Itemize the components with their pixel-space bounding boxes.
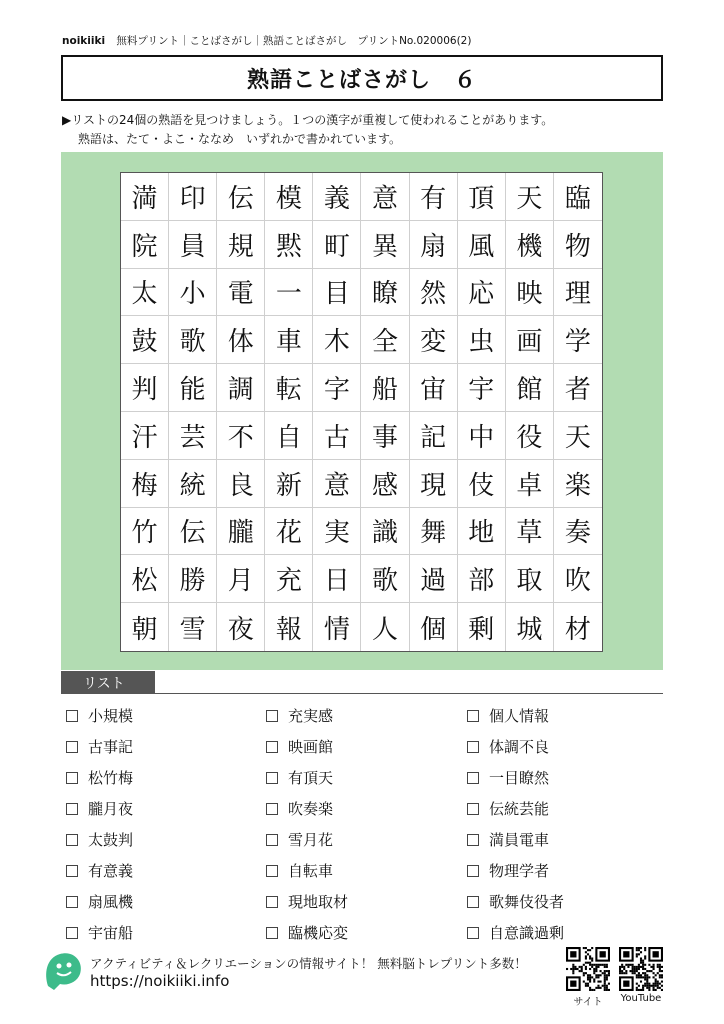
grid-cell: 統: [169, 460, 217, 508]
list-item-word: 太鼓判: [88, 831, 134, 849]
grid-cell: 館: [506, 364, 554, 412]
grid-cell: 日: [313, 555, 361, 603]
grid-cell: 伝: [217, 173, 265, 221]
checkbox[interactable]: [266, 834, 278, 846]
grid-cell: 転: [265, 364, 313, 412]
list-item-word: 体調不良: [489, 738, 550, 756]
page-title: 熟語ことばさがし ６: [61, 55, 663, 101]
grid-cell: 朧: [217, 508, 265, 556]
list-item: [266, 793, 348, 824]
grid-cell: 虫: [458, 316, 506, 364]
checkbox[interactable]: [467, 772, 479, 784]
qr-code-icon[interactable]: [619, 947, 663, 991]
checkbox[interactable]: [66, 741, 78, 753]
grid-cell: 良: [217, 460, 265, 508]
list-item-word: 自転車: [288, 862, 334, 880]
qr-youtube-label: YouTube: [620, 993, 662, 1004]
list-item: [467, 793, 564, 824]
grid-cell: 天: [554, 412, 602, 460]
grid-cell: 取: [506, 555, 554, 603]
checkbox[interactable]: [266, 772, 278, 784]
checkbox[interactable]: [467, 834, 479, 846]
grid-cell: 頂: [458, 173, 506, 221]
qr-code-icon[interactable]: [566, 947, 610, 991]
grid-cell: 黙: [265, 221, 313, 269]
grid-cell: 車: [265, 316, 313, 364]
list-item-word: 小規模: [88, 707, 134, 725]
list-item: [266, 824, 348, 855]
list-item: [66, 700, 133, 731]
checkbox[interactable]: [467, 927, 479, 939]
list-item-word: 有頂天: [288, 769, 334, 787]
list-item: [467, 824, 564, 855]
grid-cell: 意: [361, 173, 409, 221]
grid-cell: 院: [121, 221, 169, 269]
checkbox[interactable]: [66, 803, 78, 815]
grid-cell: 宇: [458, 364, 506, 412]
list-item-word: 自意識過剰: [489, 924, 565, 942]
list-item-word: 一目瞭然: [489, 769, 550, 787]
list-item: [467, 886, 564, 917]
grid-cell: 梅: [121, 460, 169, 508]
grid-cell: 役: [506, 412, 554, 460]
checkbox[interactable]: [266, 710, 278, 722]
grid-cell: 伎: [458, 460, 506, 508]
grid-cell: 材: [564, 614, 591, 645]
grid-cell: 意: [313, 460, 361, 508]
grid-cell: 汗: [121, 412, 169, 460]
grid-cell: 船: [361, 364, 409, 412]
list-item: [467, 855, 564, 886]
grid-cell: 人: [361, 603, 409, 651]
grid-cell: 剰: [458, 603, 506, 651]
grid-cell: 員: [169, 221, 217, 269]
grid-cell: 楽: [554, 460, 602, 508]
grid-cell: 電: [217, 269, 265, 317]
list-item: [266, 917, 348, 948]
grid-cell: 規: [217, 221, 265, 269]
grid-cell: 歌: [361, 555, 409, 603]
grid-cell: 理: [554, 269, 602, 317]
checkbox[interactable]: [66, 834, 78, 846]
qr-site-label: サイト: [573, 997, 603, 1008]
grid-cell: 朝: [121, 603, 169, 651]
checkbox[interactable]: [467, 865, 479, 877]
grid-cell: 義: [313, 173, 361, 221]
grid-cell: 卓: [506, 460, 554, 508]
grid-cell: 印: [169, 173, 217, 221]
grid-cell: 雪: [169, 603, 217, 651]
grid-cell: 風: [458, 221, 506, 269]
grid-cell: 松: [121, 555, 169, 603]
list-item-word: 物理学者: [489, 862, 550, 880]
grid-cell: 地: [458, 508, 506, 556]
grid-cell: 実: [313, 508, 361, 556]
list-item-word: 映画館: [288, 738, 334, 756]
list-item-word: 松竹梅: [88, 769, 134, 787]
instructions: [62, 111, 553, 149]
checkbox[interactable]: [266, 927, 278, 939]
list-item-word: 有意義: [88, 862, 134, 880]
list-item: [66, 793, 133, 824]
grid-cell: 能: [169, 364, 217, 412]
grid-cell: 勝: [169, 555, 217, 603]
brand-name: noikiiki: [62, 35, 106, 47]
grid-cell: 変: [410, 316, 458, 364]
word-list-column-1: [66, 700, 133, 948]
grid-cell: 吹: [554, 555, 602, 603]
word-search-grid: [120, 172, 603, 652]
grid-cell: 画: [506, 316, 554, 364]
grid-cell: 舞: [410, 508, 458, 556]
grid-cell: 新: [265, 460, 313, 508]
grid-cell: 報: [265, 603, 313, 651]
grid-cell: 有: [410, 173, 458, 221]
list-item-word: 古事記: [88, 738, 134, 756]
grid-cell: 過: [410, 555, 458, 603]
grid-cell: 然: [410, 269, 458, 317]
list-item-word: 雪月花: [288, 831, 334, 849]
grid-cell: 天: [506, 173, 554, 221]
list-item-word: 現地取材: [288, 893, 349, 911]
list-item-word: 歌舞伎役者: [489, 893, 565, 911]
list-item: [266, 855, 348, 886]
grid-cell: 夜: [217, 603, 265, 651]
checkbox[interactable]: [66, 896, 78, 908]
grid-cell: 体: [217, 316, 265, 364]
grid-cell: 草: [506, 508, 554, 556]
list-item-word: 宇宙船: [88, 924, 134, 942]
grid-cell: 宙: [410, 364, 458, 412]
grid-cell: 瞭: [361, 269, 409, 317]
list-item: [266, 762, 348, 793]
checkbox[interactable]: [266, 741, 278, 753]
checkbox[interactable]: [266, 865, 278, 877]
header-line: [62, 33, 471, 48]
grid-cell: 月: [217, 555, 265, 603]
grid-cell: 模: [265, 173, 313, 221]
grid-cell: 事: [361, 412, 409, 460]
grid-cell: 情: [313, 603, 361, 651]
checkbox[interactable]: [66, 927, 78, 939]
grid-cell: 竹: [121, 508, 169, 556]
word-list-column-3: [467, 700, 564, 948]
grid-cell: 町: [313, 221, 361, 269]
grid-cell: 不: [217, 412, 265, 460]
checkbox[interactable]: [467, 896, 479, 908]
grid-cell: 目: [313, 269, 361, 317]
list-item-word: 臨機応変: [288, 924, 349, 942]
grid-cell: 調: [217, 364, 265, 412]
grid-cell: 感: [361, 460, 409, 508]
list-item-word: 満員電車: [489, 831, 550, 849]
list-divider: [61, 693, 663, 694]
list-item-word: 伝統芸能: [489, 800, 550, 818]
list-item: [266, 886, 348, 917]
grid-cell: 扇: [410, 221, 458, 269]
grid-cell: 中: [458, 412, 506, 460]
footer-url[interactable]: https://noikiiki.info: [90, 972, 230, 990]
grid-cell: 太: [121, 269, 169, 317]
list-item: [467, 762, 564, 793]
grid-cell: 映: [506, 269, 554, 317]
grid-cell: 奏: [554, 508, 602, 556]
list-item-word: 個人情報: [489, 707, 550, 725]
grid-cell: 歌: [169, 316, 217, 364]
grid-cell: 伝: [169, 508, 217, 556]
grid-cell: 物: [554, 221, 602, 269]
checkbox[interactable]: [266, 896, 278, 908]
list-item: [266, 731, 348, 762]
list-item: [467, 700, 564, 731]
instruction-line-1: ▶リストの24個の熟語を見つけましょう。１つの漢字が重複して使われることがあります。: [62, 113, 554, 127]
checkbox[interactable]: [266, 803, 278, 815]
grid-cell: 鼓: [121, 316, 169, 364]
list-item: [66, 731, 133, 762]
checkbox[interactable]: [66, 772, 78, 784]
grid-cell: 一: [265, 269, 313, 317]
list-item: [66, 855, 133, 886]
grid-cell: 異: [361, 221, 409, 269]
list-item-word: 吹奏楽: [288, 800, 334, 818]
grid-cell: 芸: [169, 412, 217, 460]
grid-cell: 小: [169, 269, 217, 317]
noikiiki-logo-icon: [40, 948, 86, 994]
grid-cell: 古: [313, 412, 361, 460]
checkbox[interactable]: [467, 741, 479, 753]
breadcrumb: 無料プリント｜ことばさがし｜熟語ことばさがし プリントNo.020006(2): [116, 35, 472, 47]
list-item-word: 充実感: [288, 707, 334, 725]
grid-cell: 機: [506, 221, 554, 269]
checkbox[interactable]: [467, 803, 479, 815]
list-item: [66, 762, 133, 793]
grid-cell: 者: [554, 364, 602, 412]
list-item: [467, 917, 564, 948]
grid-cell: 城: [506, 603, 554, 651]
list-item: [467, 731, 564, 762]
grid-cell: 判: [121, 364, 169, 412]
grid-cell: 全: [361, 316, 409, 364]
grid-cell: 臨: [554, 173, 602, 221]
instruction-line-2: 熟語は、たて・よこ・ななめ いずれかで書かれています。: [78, 132, 402, 146]
grid-cell: 字: [313, 364, 361, 412]
list-item: [66, 824, 133, 855]
grid-cell: 部: [458, 555, 506, 603]
list-item-word: 扇風機: [88, 893, 134, 911]
grid-cell: 花: [265, 508, 313, 556]
grid-cell: 個: [410, 603, 458, 651]
list-label: リスト: [61, 671, 155, 694]
grid-cell: 満: [121, 173, 169, 221]
checkbox[interactable]: [467, 710, 479, 722]
list-item: [66, 886, 133, 917]
checkbox[interactable]: [66, 865, 78, 877]
grid-cell: 自: [265, 412, 313, 460]
grid-cell: 識: [361, 508, 409, 556]
checkbox[interactable]: [66, 710, 78, 722]
list-item: [266, 700, 348, 731]
grid-cell: 記: [410, 412, 458, 460]
grid-cell: 応: [458, 269, 506, 317]
grid-cell: 現: [410, 460, 458, 508]
list-item: [66, 917, 133, 948]
word-list-column-2: [266, 700, 348, 948]
grid-cell: 充: [265, 555, 313, 603]
footer-tagline: アクティビティ＆レクリエーションの情報サイト！ 無料脳トレプリント多数！: [90, 956, 527, 971]
grid-cell: 学: [554, 316, 602, 364]
grid-cell: 木: [313, 316, 361, 364]
list-item-word: 朧月夜: [88, 800, 134, 818]
